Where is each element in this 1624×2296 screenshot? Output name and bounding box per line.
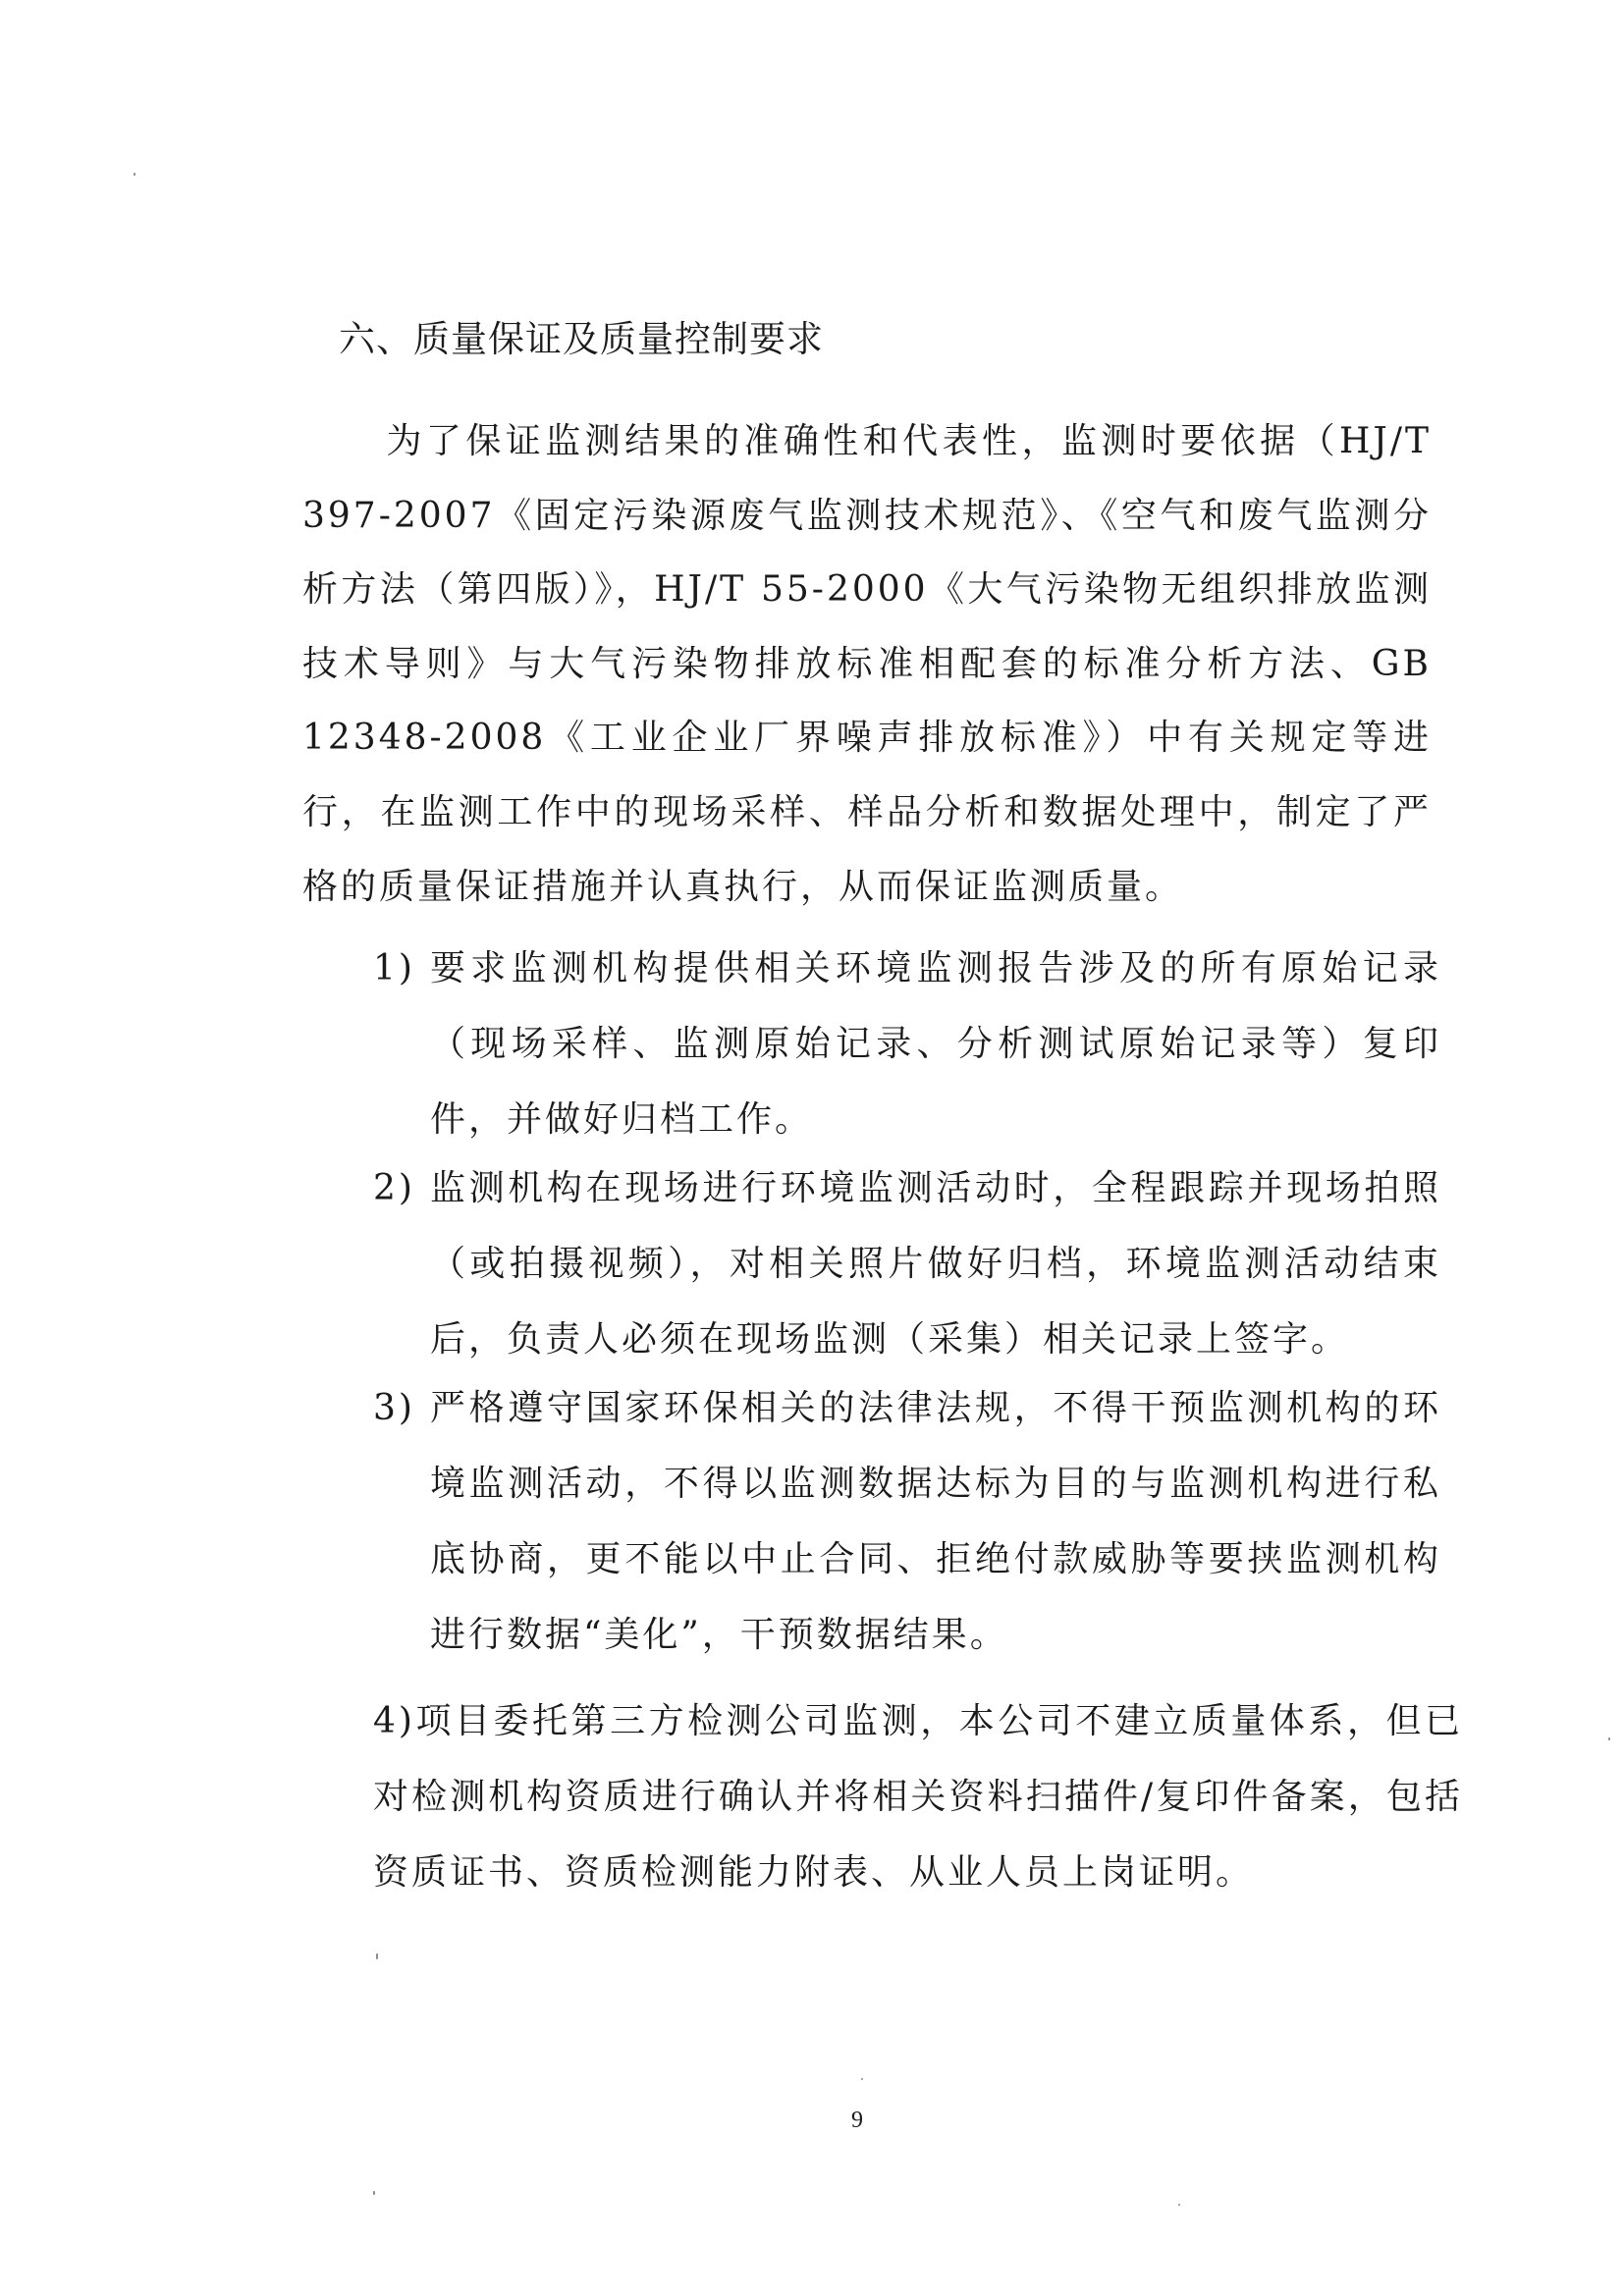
list-item-number: 2) bbox=[373, 1168, 415, 1208]
intro-text: 为了保证监测结果的准确性和代表性，监测时要依据（HJ/T 397-2007《固定污染源废气监测技术规范》、《空气和废气监测分析方法（第四版）》，HJ/T 55-2000《大气污染物无组织排放监测技术导则》与大气污染物排放标准相配套的标准分析方法、GB 12348-2008《工业企业厂界噪声排放标准》）中有关规定等进行，在监测工作中的现场采样、样品分析和数据处理中，制定了严格的质量保证措施并认真执行，从而保证监测质量。 bbox=[302, 421, 1432, 907]
scan-speck bbox=[376, 1953, 378, 1959]
page-number: 9 bbox=[851, 2108, 863, 2133]
intro-paragraph bbox=[302, 404, 1432, 924]
scan-speck bbox=[1178, 2204, 1180, 2206]
list-item-text: 要求监测机构提供相关环境监测报告涉及的所有原始记录（现场采样、监测原始记录、分析测试原始记录等）复印件，并做好归档工作。 bbox=[430, 948, 1441, 1140]
scan-speck bbox=[1608, 1737, 1610, 1740]
list-item bbox=[373, 1150, 1443, 1386]
list-item-number: 3) bbox=[373, 1388, 415, 1428]
list-item bbox=[373, 1370, 1443, 1684]
section-heading: 六、质量保证及质量控制要求 bbox=[339, 318, 824, 360]
list-item-body: 项目委托第三方检测公司监测，本公司不建立质量体系，但已对检测机构资质进行确认并将相关资料扫描件/复印件备案，包括资质证书、资质检测能力附表、从业人员上岗证明。 bbox=[373, 1701, 1463, 1893]
list-item-number: 1) bbox=[373, 948, 415, 988]
list-item bbox=[373, 931, 1443, 1166]
scan-speck bbox=[373, 2191, 375, 2195]
list-item-text: 严格遵守国家环保相关的法律法规，不得干预监测机构的环境监测活动，不得以监测数据达标为目的与监测机构进行私底协商，更不能以中止合同、拒绝付款威胁等要挟监测机构进行数据“美化”，干预数据结果。 bbox=[430, 1388, 1441, 1655]
list-item-text: 监测机构在现场进行环境监测活动时，全程跟踪并现场拍照（或拍摄视频），对相关照片做好归档，环境监测活动结束后，负责人必须在现场监测（采集）相关记录上签字。 bbox=[430, 1168, 1441, 1360]
scan-speck bbox=[861, 2078, 863, 2080]
list-item-text bbox=[373, 1683, 1463, 1910]
list-item bbox=[373, 1683, 1463, 1919]
list-item-number: 4) bbox=[373, 1701, 415, 1741]
scan-speck bbox=[134, 173, 135, 176]
